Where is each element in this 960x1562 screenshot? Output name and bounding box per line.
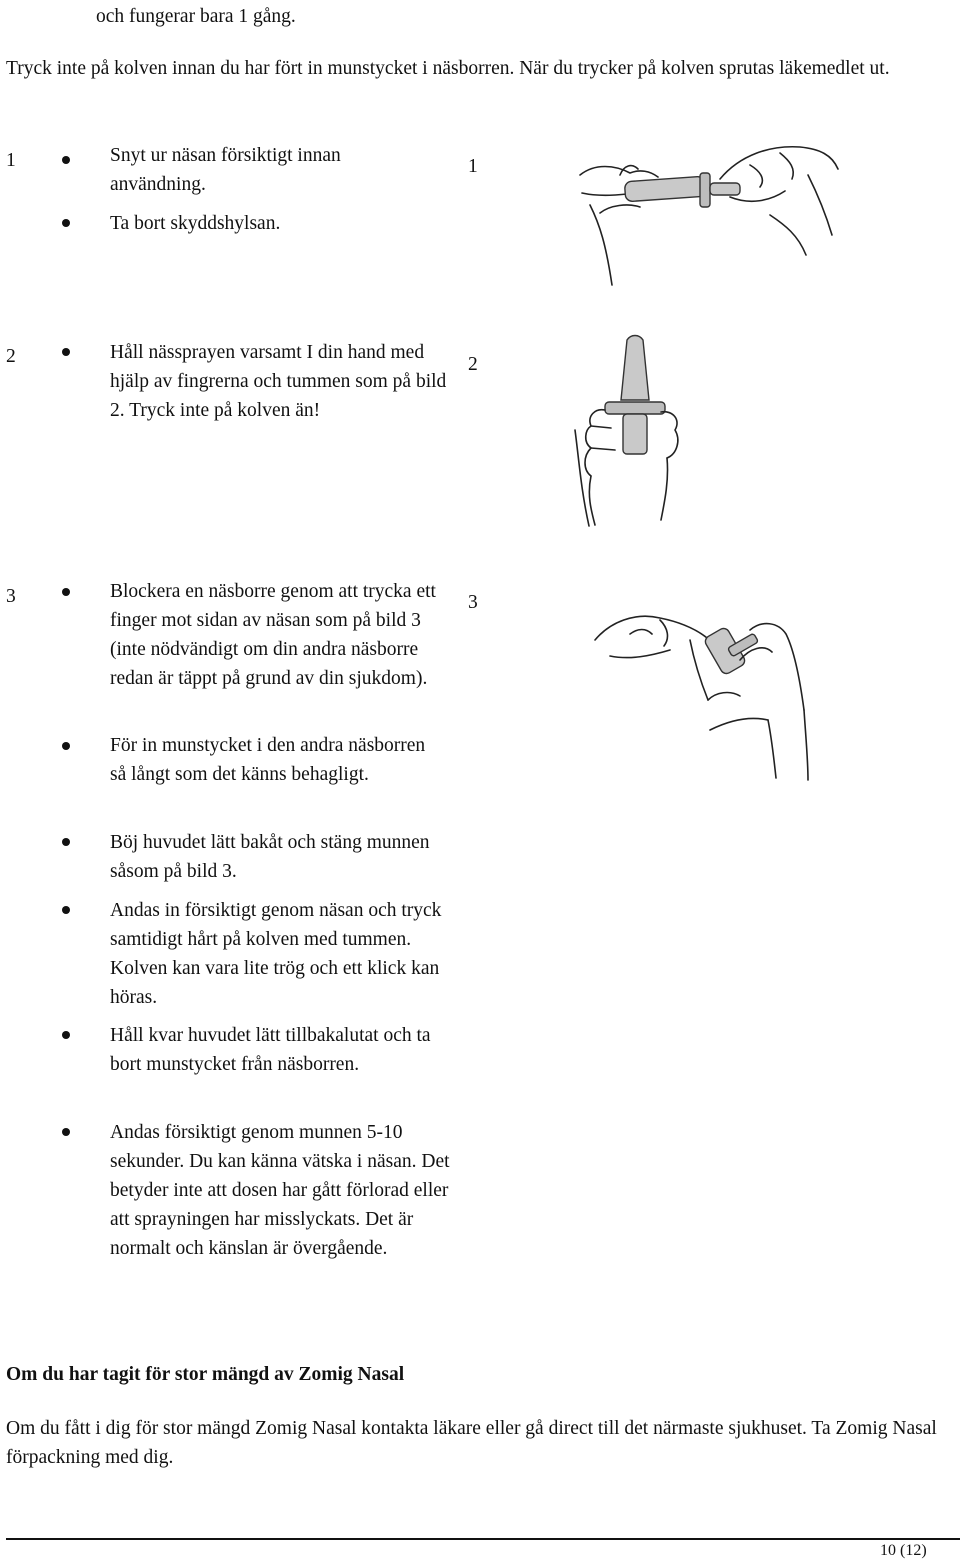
figure-3-number: 3 (468, 592, 478, 613)
page-number: 10 (12) (880, 1542, 927, 1559)
step-3-bullet-3: Böj huvudet lätt bakåt och stäng munnen såsom på bild 3. (110, 832, 430, 882)
step-3-bullet-5: Håll kvar huvudet lätt tillbakalutat och ta bort munstycket från näsborren. (110, 1025, 431, 1075)
step-1-bullet-2: Ta bort skyddshylsan. (110, 213, 281, 234)
bullet-icon (62, 588, 70, 596)
figure-1-number: 1 (468, 156, 478, 177)
step-1-number: 1 (6, 150, 16, 171)
bullet-icon (62, 1031, 70, 1039)
bullet-icon (62, 348, 70, 356)
intro-continuation-line: och fungerar bara 1 gång. (96, 6, 296, 27)
bullet-icon (62, 838, 70, 846)
bullet-icon (62, 219, 70, 227)
overdose-heading: Om du har tagit för stor mängd av Zomig Nasal (6, 1364, 405, 1385)
step-3-bullet-6: Andas försiktigt genom munnen 5-10 sekunder. Du kan känna vätska i näsan. Det betyder inte att dosen har gått förlorad eller att sprayningen har misslyckats. Det är normalt och känslan är övergående. (110, 1122, 450, 1259)
bullet-icon (62, 742, 70, 750)
figure-2-illustration (565, 330, 705, 530)
step-2-bullet-1: Håll nässprayen varsamt I din hand med hjälp av fingrerna och tummen som på bild 2. Tryck inte på kolven än! (110, 342, 447, 421)
bullet-icon (62, 906, 70, 914)
step-3-bullet-1: Blockera en näsborre genom att trycka ett finger mot sidan av näsan som på bild 3 (inte nödvändigt om din andra näsborre redan är täppt på grund av din sjukdom). (110, 581, 436, 689)
step-3-bullet-2: För in munstycket i den andra näsborren så långt som det känns behagligt. (110, 735, 426, 785)
step-1-bullet-1: Snyt ur näsan försiktigt innan användning. (110, 145, 341, 195)
step-2-number: 2 (6, 346, 16, 367)
step-3-bullet-4: Andas in försiktigt genom näsan och tryck samtidigt hårt på kolven med tummen. Kolven kan vara lite trög och ett klick kan höras. (110, 900, 442, 1008)
figure-3-illustration (590, 600, 820, 785)
bullet-icon (62, 1128, 70, 1136)
bullet-icon (62, 156, 70, 164)
intro-paragraph: Tryck inte på kolven innan du har fört in munstycket i näsborren. När du trycker på kolven sprutas läkemedlet ut. (6, 58, 890, 79)
step-3-number: 3 (6, 586, 16, 607)
overdose-paragraph: Om du fått i dig för stor mängd Zomig Nasal kontakta läkare eller gå direct till det närmaste sjukhuset. Ta Zomig Nasal förpackning med dig. (6, 1418, 937, 1468)
figure-2-number: 2 (468, 354, 478, 375)
footer-rule (6, 1538, 960, 1540)
figure-1-illustration (570, 135, 850, 295)
